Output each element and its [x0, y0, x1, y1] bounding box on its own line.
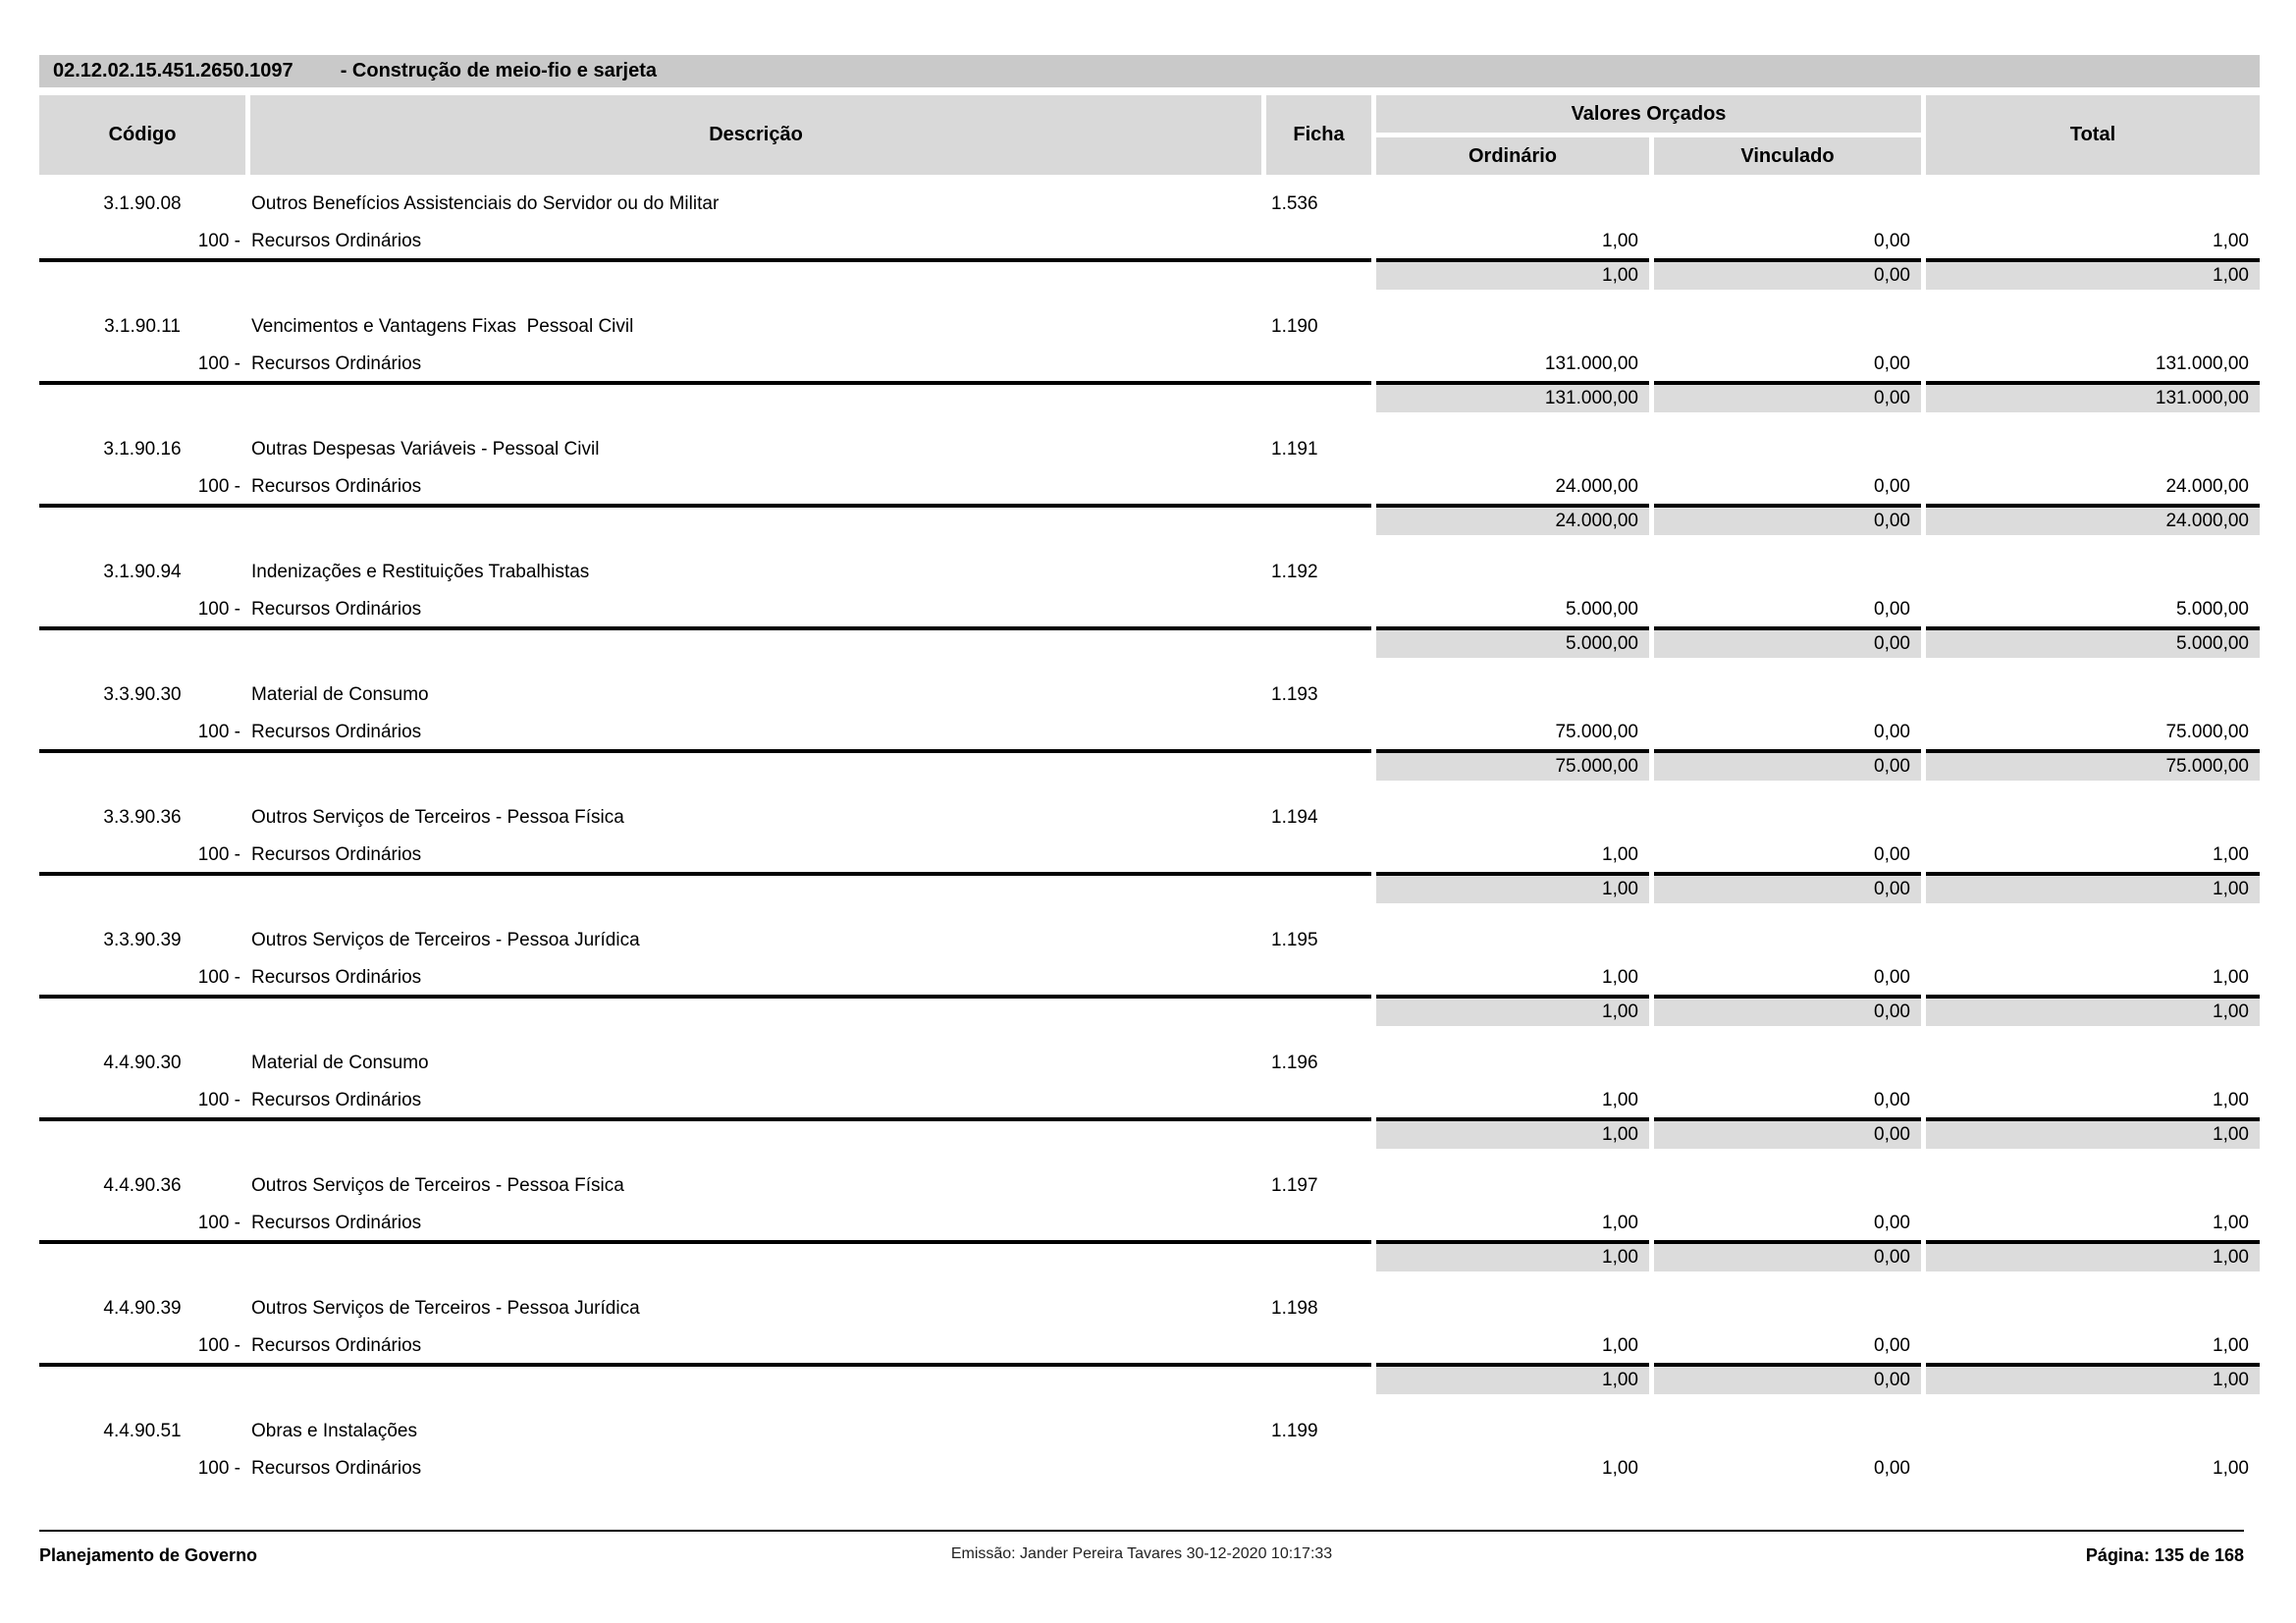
subtotal-total: 1,00: [1926, 872, 2260, 903]
subtotal-total: 1,00: [1926, 1363, 2260, 1394]
table-body: [39, 183, 2260, 1501]
budget-item-row: [39, 1287, 2260, 1329]
budget-code: 3.1.90.94: [103, 561, 182, 582]
subtotal-total: 1,00: [1926, 1117, 2260, 1149]
resource-row: [39, 1329, 2260, 1363]
subtotal-vinculado: 0,00: [1654, 504, 1921, 535]
value-ordinario: 5.000,00: [1566, 599, 1638, 620]
budget-code: 4.4.90.51: [103, 1420, 182, 1441]
budget-item-block: [39, 919, 2260, 1026]
resource-label: Recursos Ordinários: [251, 1213, 422, 1233]
value-total: 1,00: [2213, 967, 2249, 988]
column-header-ordinario: Ordinário: [1376, 137, 1649, 175]
subtotal-ordinario: 24.000,00: [1376, 504, 1649, 535]
budget-code: 3.1.90.11: [104, 315, 181, 337]
subtotal-ordinario: 5.000,00: [1376, 626, 1649, 658]
subtotal-row: [39, 626, 2260, 658]
budget-code: 4.4.90.36: [103, 1174, 182, 1196]
value-total: 1,00: [2213, 231, 2249, 251]
subtotal-vinculado: 0,00: [1654, 1363, 1921, 1394]
value-total: 75.000,00: [2165, 722, 2249, 742]
program-title-bar: [39, 55, 2260, 87]
budget-code: 3.1.90.08: [103, 192, 182, 214]
budget-description: Material de Consumo: [251, 1052, 429, 1073]
budget-description: Material de Consumo: [251, 683, 429, 705]
budget-code: 3.1.90.16: [103, 438, 182, 460]
subtotal-vinculado: 0,00: [1654, 872, 1921, 903]
resource-number: 100 -: [197, 231, 240, 251]
value-total: 5.000,00: [2176, 599, 2249, 620]
subtotal-total: 24.000,00: [1926, 504, 2260, 535]
value-total: 24.000,00: [2165, 476, 2249, 497]
subtotal-row: [39, 1240, 2260, 1271]
budget-item-row: [39, 305, 2260, 348]
budget-item-block: [39, 428, 2260, 535]
resource-label: Recursos Ordinários: [251, 231, 422, 251]
value-vinculado: 0,00: [1874, 231, 1910, 251]
budget-item-row: [39, 1410, 2260, 1452]
subtotal-row: [39, 504, 2260, 535]
budget-item-block: [39, 1287, 2260, 1394]
subtotal-rule: [39, 995, 1371, 1026]
page-footer: [39, 1530, 2244, 1566]
budget-code: 4.4.90.30: [103, 1052, 182, 1073]
value-vinculado: 0,00: [1874, 1213, 1910, 1233]
subtotal-vinculado: 0,00: [1654, 626, 1921, 658]
program-code: 02.12.02.15.451.2650.1097: [53, 60, 294, 81]
subtotal-ordinario: 131.000,00: [1376, 381, 1649, 412]
resource-row: [39, 348, 2260, 381]
budget-item-block: [39, 1164, 2260, 1271]
subtotal-rule: [39, 749, 1371, 781]
subtotal-vinculado: 0,00: [1654, 1117, 1921, 1149]
value-ordinario: 24.000,00: [1555, 476, 1638, 497]
subtotal-row: [39, 995, 2260, 1026]
subtotal-row: [39, 1117, 2260, 1149]
column-header-descricao: Descrição: [250, 95, 1261, 175]
resource-row: [39, 716, 2260, 749]
subtotal-total: 75.000,00: [1926, 749, 2260, 781]
subtotal-ordinario: 75.000,00: [1376, 749, 1649, 781]
budget-item-row: [39, 796, 2260, 839]
value-total: 1,00: [2213, 1090, 2249, 1110]
subtotal-rule: [39, 381, 1371, 412]
resource-number: 100 -: [197, 1335, 240, 1356]
column-header-total: Total: [1926, 95, 2260, 175]
ficha-value: 1.198: [1271, 1297, 1318, 1319]
subtotal-total: 5.000,00: [1926, 626, 2260, 658]
resource-number: 100 -: [197, 722, 240, 742]
budget-code: 3.3.90.39: [103, 929, 182, 950]
resource-label: Recursos Ordinários: [251, 476, 422, 497]
budget-code: 3.3.90.30: [103, 683, 182, 705]
value-ordinario: 131.000,00: [1544, 353, 1638, 374]
program-name: - Construção de meio-fio e sarjeta: [340, 60, 657, 81]
subtotal-rule: [39, 504, 1371, 535]
budget-item-row: [39, 674, 2260, 716]
footer-emission: Emissão: Jander Pereira Tavares 30-12-2020 10:17:33: [950, 1545, 1333, 1562]
value-ordinario: 1,00: [1602, 1458, 1638, 1479]
column-header-ficha: Ficha: [1266, 95, 1371, 175]
column-header-vinculado: Vinculado: [1654, 137, 1921, 175]
ficha-value: 1.194: [1271, 806, 1318, 828]
budget-description: Vencimentos e Vantagens Fixas Pessoal Civil: [251, 315, 634, 337]
value-vinculado: 0,00: [1874, 1458, 1910, 1479]
value-total: 131.000,00: [2155, 353, 2249, 374]
budget-item-row: [39, 1042, 2260, 1084]
budget-description: Obras e Instalações: [251, 1420, 417, 1441]
subtotal-rule: [39, 1363, 1371, 1394]
resource-label: Recursos Ordinários: [251, 722, 422, 742]
resource-row: [39, 839, 2260, 872]
resource-label: Recursos Ordinários: [251, 1090, 422, 1110]
budget-item-block: [39, 1410, 2260, 1486]
table-header: [39, 95, 2260, 175]
subtotal-row: [39, 749, 2260, 781]
subtotal-vinculado: 0,00: [1654, 381, 1921, 412]
resource-number: 100 -: [197, 1090, 240, 1110]
subtotal-row: [39, 258, 2260, 290]
subtotal-ordinario: 1,00: [1376, 872, 1649, 903]
resource-number: 100 -: [197, 1213, 240, 1233]
subtotal-ordinario: 1,00: [1376, 1240, 1649, 1271]
footer-report-name: Planejamento de Governo: [39, 1545, 258, 1565]
resource-row: [39, 593, 2260, 626]
budget-description: Outros Benefícios Assistenciais do Servidor ou do Militar: [251, 192, 720, 214]
value-ordinario: 1,00: [1602, 1090, 1638, 1110]
ficha-value: 1.536: [1271, 192, 1318, 214]
subtotal-ordinario: 1,00: [1376, 258, 1649, 290]
resource-row: [39, 961, 2260, 995]
budget-description: Indenizações e Restituições Trabalhistas: [251, 561, 590, 582]
value-vinculado: 0,00: [1874, 722, 1910, 742]
subtotal-row: [39, 872, 2260, 903]
budget-description: Outras Despesas Variáveis - Pessoal Civil: [251, 438, 600, 460]
value-vinculado: 0,00: [1874, 967, 1910, 988]
budget-item-row: [39, 919, 2260, 961]
subtotal-total: 1,00: [1926, 258, 2260, 290]
value-vinculado: 0,00: [1874, 1090, 1910, 1110]
resource-label: Recursos Ordinários: [251, 967, 422, 988]
resource-label: Recursos Ordinários: [251, 1458, 422, 1479]
value-ordinario: 1,00: [1602, 967, 1638, 988]
budget-item-block: [39, 674, 2260, 781]
subtotal-rule: [39, 1117, 1371, 1149]
budget-item-row: [39, 183, 2260, 225]
subtotal-rule: [39, 626, 1371, 658]
value-ordinario: 1,00: [1602, 1213, 1638, 1233]
subtotal-total: 1,00: [1926, 995, 2260, 1026]
column-header-codigo: Código: [39, 95, 245, 175]
budget-item-row: [39, 1164, 2260, 1207]
value-total: 1,00: [2213, 1335, 2249, 1356]
resource-number: 100 -: [197, 844, 240, 865]
resource-row: [39, 1207, 2260, 1240]
subtotal-rule: [39, 872, 1371, 903]
budget-description: Outros Serviços de Terceiros - Pessoa Jurídica: [251, 929, 640, 950]
budget-item-block: [39, 551, 2260, 658]
subtotal-vinculado: 0,00: [1654, 1240, 1921, 1271]
subtotal-rule: [39, 258, 1371, 290]
resource-number: 100 -: [197, 353, 240, 374]
ficha-value: 1.190: [1271, 315, 1318, 337]
subtotal-total: 1,00: [1926, 1240, 2260, 1271]
resource-number: 100 -: [197, 1458, 240, 1479]
ficha-value: 1.196: [1271, 1052, 1318, 1073]
budget-item-block: [39, 305, 2260, 412]
resource-label: Recursos Ordinários: [251, 844, 422, 865]
budget-description: Outros Serviços de Terceiros - Pessoa Física: [251, 1174, 624, 1196]
subtotal-ordinario: 1,00: [1376, 1363, 1649, 1394]
subtotal-total: 131.000,00: [1926, 381, 2260, 412]
value-ordinario: 75.000,00: [1555, 722, 1638, 742]
budget-item-row: [39, 551, 2260, 593]
value-vinculado: 0,00: [1874, 1335, 1910, 1356]
value-vinculado: 0,00: [1874, 844, 1910, 865]
value-vinculado: 0,00: [1874, 353, 1910, 374]
ficha-value: 1.193: [1271, 683, 1318, 705]
value-vinculado: 0,00: [1874, 599, 1910, 620]
budget-item-row: [39, 428, 2260, 470]
budget-code: 3.3.90.36: [103, 806, 182, 828]
subtotal-row: [39, 381, 2260, 412]
footer-page-number: Página: 135 de 168: [2085, 1545, 2245, 1565]
budget-item-block: [39, 796, 2260, 903]
resource-number: 100 -: [197, 599, 240, 620]
value-ordinario: 1,00: [1602, 844, 1638, 865]
subtotal-ordinario: 1,00: [1376, 995, 1649, 1026]
subtotal-row: [39, 1363, 2260, 1394]
value-total: 1,00: [2213, 1458, 2249, 1479]
subtotal-ordinario: 1,00: [1376, 1117, 1649, 1149]
subtotal-rule: [39, 1240, 1371, 1271]
budget-item-block: [39, 183, 2260, 290]
resource-number: 100 -: [197, 967, 240, 988]
budget-description: Outros Serviços de Terceiros - Pessoa Jurídica: [251, 1297, 640, 1319]
budget-code: 4.4.90.39: [103, 1297, 182, 1319]
value-total: 1,00: [2213, 844, 2249, 865]
budget-item-block: [39, 1042, 2260, 1149]
ficha-value: 1.191: [1271, 438, 1318, 460]
resource-row: [39, 470, 2260, 504]
subtotal-vinculado: 0,00: [1654, 258, 1921, 290]
value-vinculado: 0,00: [1874, 476, 1910, 497]
ficha-value: 1.192: [1271, 561, 1318, 582]
resource-label: Recursos Ordinários: [251, 1335, 422, 1356]
resource-row: [39, 1452, 2260, 1486]
budget-description: Outros Serviços de Terceiros - Pessoa Física: [251, 806, 624, 828]
resource-row: [39, 225, 2260, 258]
ficha-value: 1.199: [1271, 1420, 1318, 1441]
value-ordinario: 1,00: [1602, 1335, 1638, 1356]
value-ordinario: 1,00: [1602, 231, 1638, 251]
subtotal-vinculado: 0,00: [1654, 995, 1921, 1026]
ficha-value: 1.197: [1271, 1174, 1318, 1196]
resource-row: [39, 1084, 2260, 1117]
resource-number: 100 -: [197, 476, 240, 497]
ficha-value: 1.195: [1271, 929, 1318, 950]
resource-label: Recursos Ordinários: [251, 599, 422, 620]
resource-label: Recursos Ordinários: [251, 353, 422, 374]
value-total: 1,00: [2213, 1213, 2249, 1233]
subtotal-vinculado: 0,00: [1654, 749, 1921, 781]
column-header-valores-orcados: Valores Orçados: [1376, 95, 1921, 133]
